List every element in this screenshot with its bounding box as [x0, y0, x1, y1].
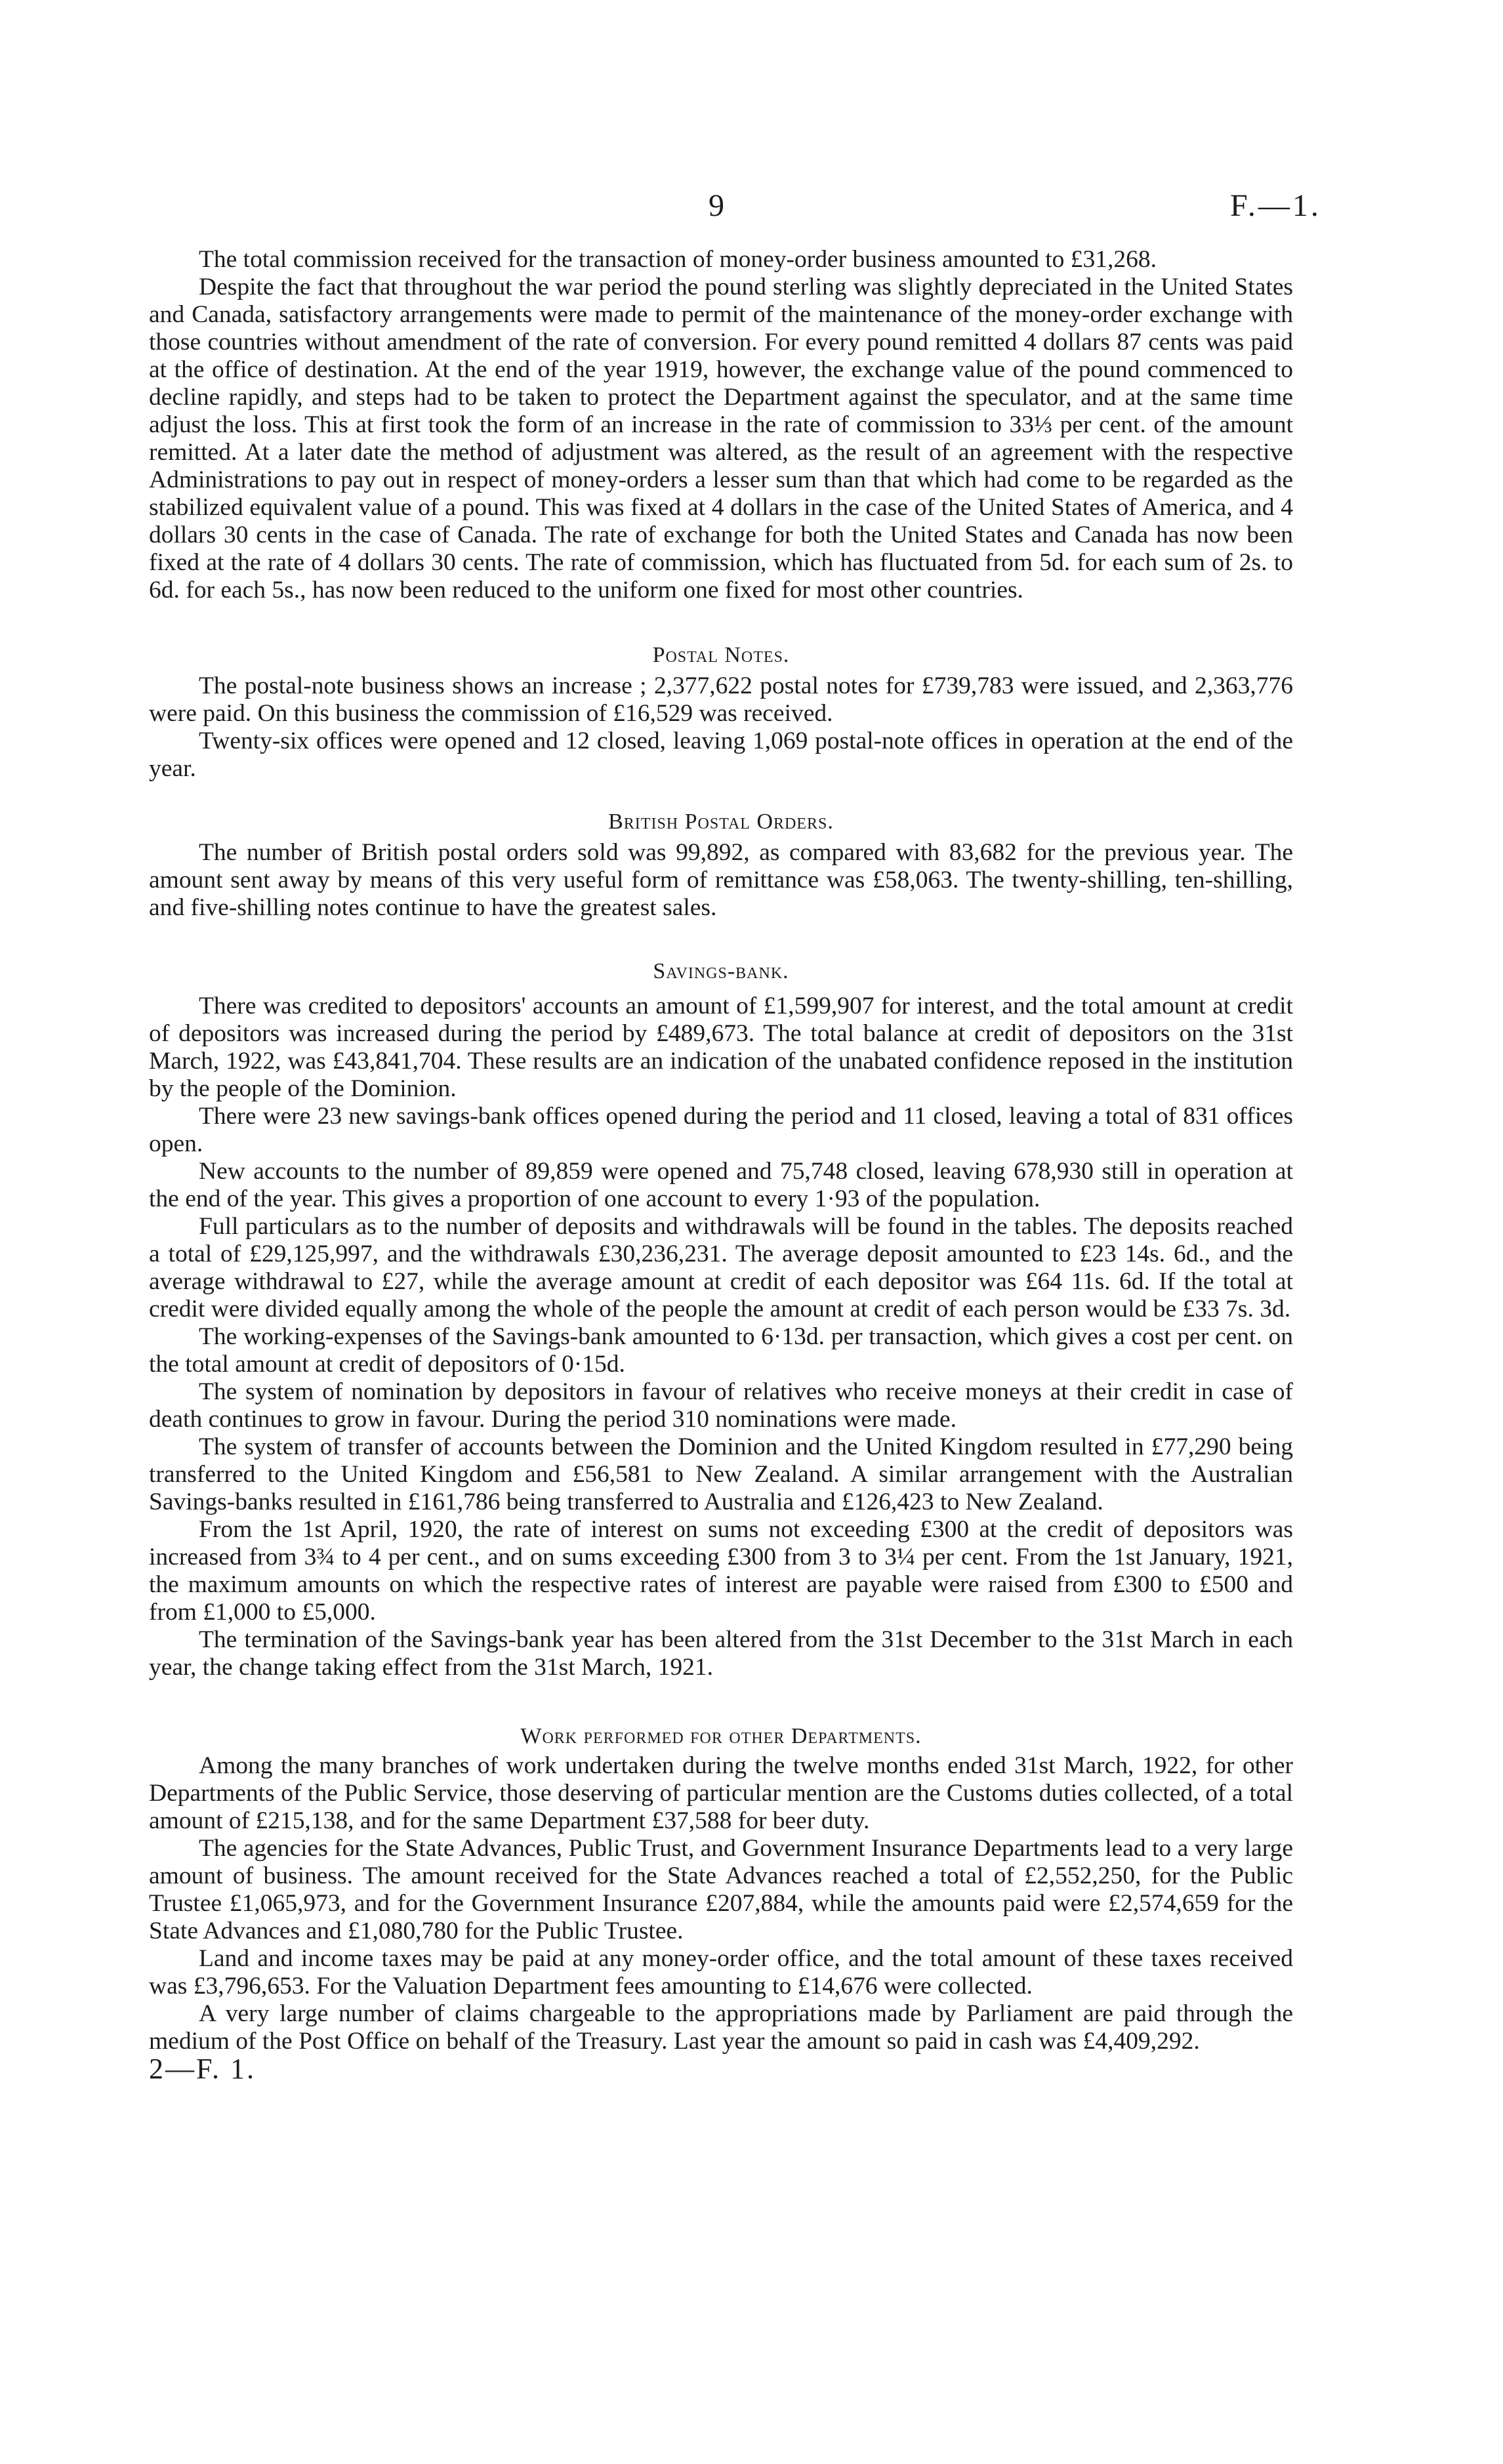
postal-notes-paragraph-2: Twenty-six offices were opened and 12 closed, leaving 1,069 postal-note offices in operation at the end of the year. — [149, 728, 1293, 782]
signature-mark: 2—F. 1. — [149, 2053, 256, 2085]
savings-bank-paragraph-5: The working-expenses of the Savings-bank amounted to 6·13d. per transaction, which gives a cost per cent. on the total amount at credit of depositors of 0·15d. — [149, 1323, 1293, 1378]
savings-bank-paragraph-7: The system of transfer of accounts between the Dominion and the United Kingdom resulted in £77,290 being transferred to the United Kingdom and £56,581 to New Zealand. A similar arrangement with the Australian Savings-banks resulted in £161,786 being transferred to Australia and £126,423 to New Zealand. — [149, 1433, 1293, 1515]
savings-bank-section — [149, 958, 1293, 1681]
document-body — [149, 246, 1293, 2083]
british-postal-orders-section — [149, 809, 1293, 922]
money-order-section — [149, 246, 1293, 604]
page-number: 9 — [709, 188, 724, 223]
savings-bank-paragraph-3: New accounts to the number of 89,859 were opened and 75,748 closed, leaving 678,930 still in operation at the end of the year. This gives a proportion of one account to every 1·93 of the population. — [149, 1158, 1293, 1212]
savings-bank-paragraph-8: From the 1st April, 1920, the rate of interest on sums not exceeding £300 at the credit of depositors was increased from 3¾ to 4 per cent., and on sums exceeding £300 from 3 to 3¼ per cent. From the 1st January, 1921, the maximum amounts on which the respective rates of interest are payable were raised from £300 to £500 and from £1,000 to £5,000. — [149, 1516, 1293, 1626]
postal-notes-section — [149, 642, 1293, 783]
savings-bank-heading: Savings-bank. — [653, 959, 789, 983]
british-postal-orders-paragraph: The number of British postal orders sold was 99,892, as compared with 83,682 for the previous year. The amount sent away by means of this very useful form of remittance was £58,063. The twenty-shilling, ten-shilling, and five-shilling notes continue to have the greatest sales. — [149, 839, 1293, 921]
work-other-departments-heading: Work performed for other Departments. — [520, 1724, 922, 1748]
savings-bank-paragraph-1: There was credited to depositors' accounts an amount of £1,599,907 for interest, and the total amount at credit of depositors was increased during the period by £489,673. The total balance at credit of depositors on the 31st March, 1922, was £43,841,704. These results are an indication of the unabated confidence reposed in the institution by the people of the Dominion. — [149, 993, 1293, 1102]
work-other-departments-section — [149, 1723, 1293, 2055]
work-other-departments-paragraph-1: Among the many branches of work undertaken during the twelve months ended 31st March, 1922, for other Departments of the Public Service, those deserving of particular mention are the Customs duties collected, of a total amount of £215,138, and for the same Department £37,588 for beer duty. — [149, 1752, 1293, 1834]
savings-bank-paragraph-4: Full particulars as to the number of deposits and withdrawals will be found in the tables. The deposits reached a total of £29,125,997, and the withdrawals £30,236,231. The average deposit amounted to £23 14s. 6d., and the average withdrawal to £27, while the average amount at credit of each depositor was £64 11s. 6d. If the total at credit were divided equally among the whole of the people the amount at credit of each person would be £33 7s. 3d. — [149, 1213, 1293, 1323]
work-other-departments-paragraph-2: The agencies for the State Advances, Public Trust, and Government Insurance Departments lead to a very large amount of business. The amount received for the State Advances reached a total of £2,552,250, for the Public Trustee £1,065,973, and for the Government Insurance £207,884, while the amounts paid were £2,574,659 for the State Advances and £1,080,780 for the Public Trustee. — [149, 1835, 1293, 1944]
money-order-commission-paragraph: The total commission received for the transaction of money-order business amounted to £31,268. — [199, 246, 1157, 273]
work-other-departments-paragraph-4: A very large number of claims chargeable to the appropriations made by Parliament are paid through the medium of the Post Office on behalf of the Treasury. Last year the amount so paid in cash was £4,409,292. — [149, 2000, 1293, 2055]
postal-notes-heading: Postal Notes. — [652, 643, 790, 667]
savings-bank-paragraph-2: There were 23 new savings-bank offices opened during the period and 11 closed, leaving a total of 831 offices open. — [149, 1103, 1293, 1157]
british-postal-orders-heading: British Postal Orders. — [608, 810, 834, 834]
money-order-exchange-paragraph: Despite the fact that throughout the war period the pound sterling was slightly depreciated in the United States and Canada, satisfactory arrangements were made to permit of the maintenance of the money-order exchange with those countries without amendment of the rate of conversion. For every pound remitted 4 dollars 87 cents was paid at the office of destination. At the end of the year 1919, however, the exchange value of the pound commenced to decline rapidly, and steps had to be taken to protect the Department against the speculator, and at the same time adjust the loss. This at first took the form of an increase in the rate of commission to 33⅓ per cent. of the amount remitted. At a later date the method of adjustment was altered, as the result of an agreement with the respective Administrations to pay out in respect of money-orders a lesser sum than that which had come to be regarded as the stabilized equivalent value of a pound. This was fixed at 4 dollars in the case of the United States of America, and 4 dollars 30 cents in the case of Canada. The rate of exchange for both the United States and Canada has now been fixed at the rate of 4 dollars 30 cents. The rate of commission, which has fluctuated from 5d. for each sum of 2s. to 6d. for each 5s., has now been reduced to the uniform one fixed for most other countries. — [149, 274, 1293, 604]
postal-notes-paragraph-1: The postal-note business shows an increase ; 2,377,622 postal notes for £739,783 were issued, and 2,363,776 were paid. On this business the commission of £16,529 was received. — [149, 672, 1293, 727]
savings-bank-paragraph-6: The system of nomination by depositors in favour of relatives who receive moneys at their credit in case of death continues to grow in favour. During the period 310 nominations were made. — [149, 1378, 1293, 1433]
report-code: F.—1. — [1230, 188, 1321, 223]
savings-bank-paragraph-9: The termination of the Savings-bank year has been altered from the 31st December to the 31st March in each year, the change taking effect from the 31st March, 1921. — [149, 1626, 1293, 1681]
work-other-departments-paragraph-3: Land and income taxes may be paid at any money-order office, and the total amount of these taxes received was £3,796,653. For the Valuation Department fees amounting to £14,676 were collected. — [149, 1945, 1293, 2000]
